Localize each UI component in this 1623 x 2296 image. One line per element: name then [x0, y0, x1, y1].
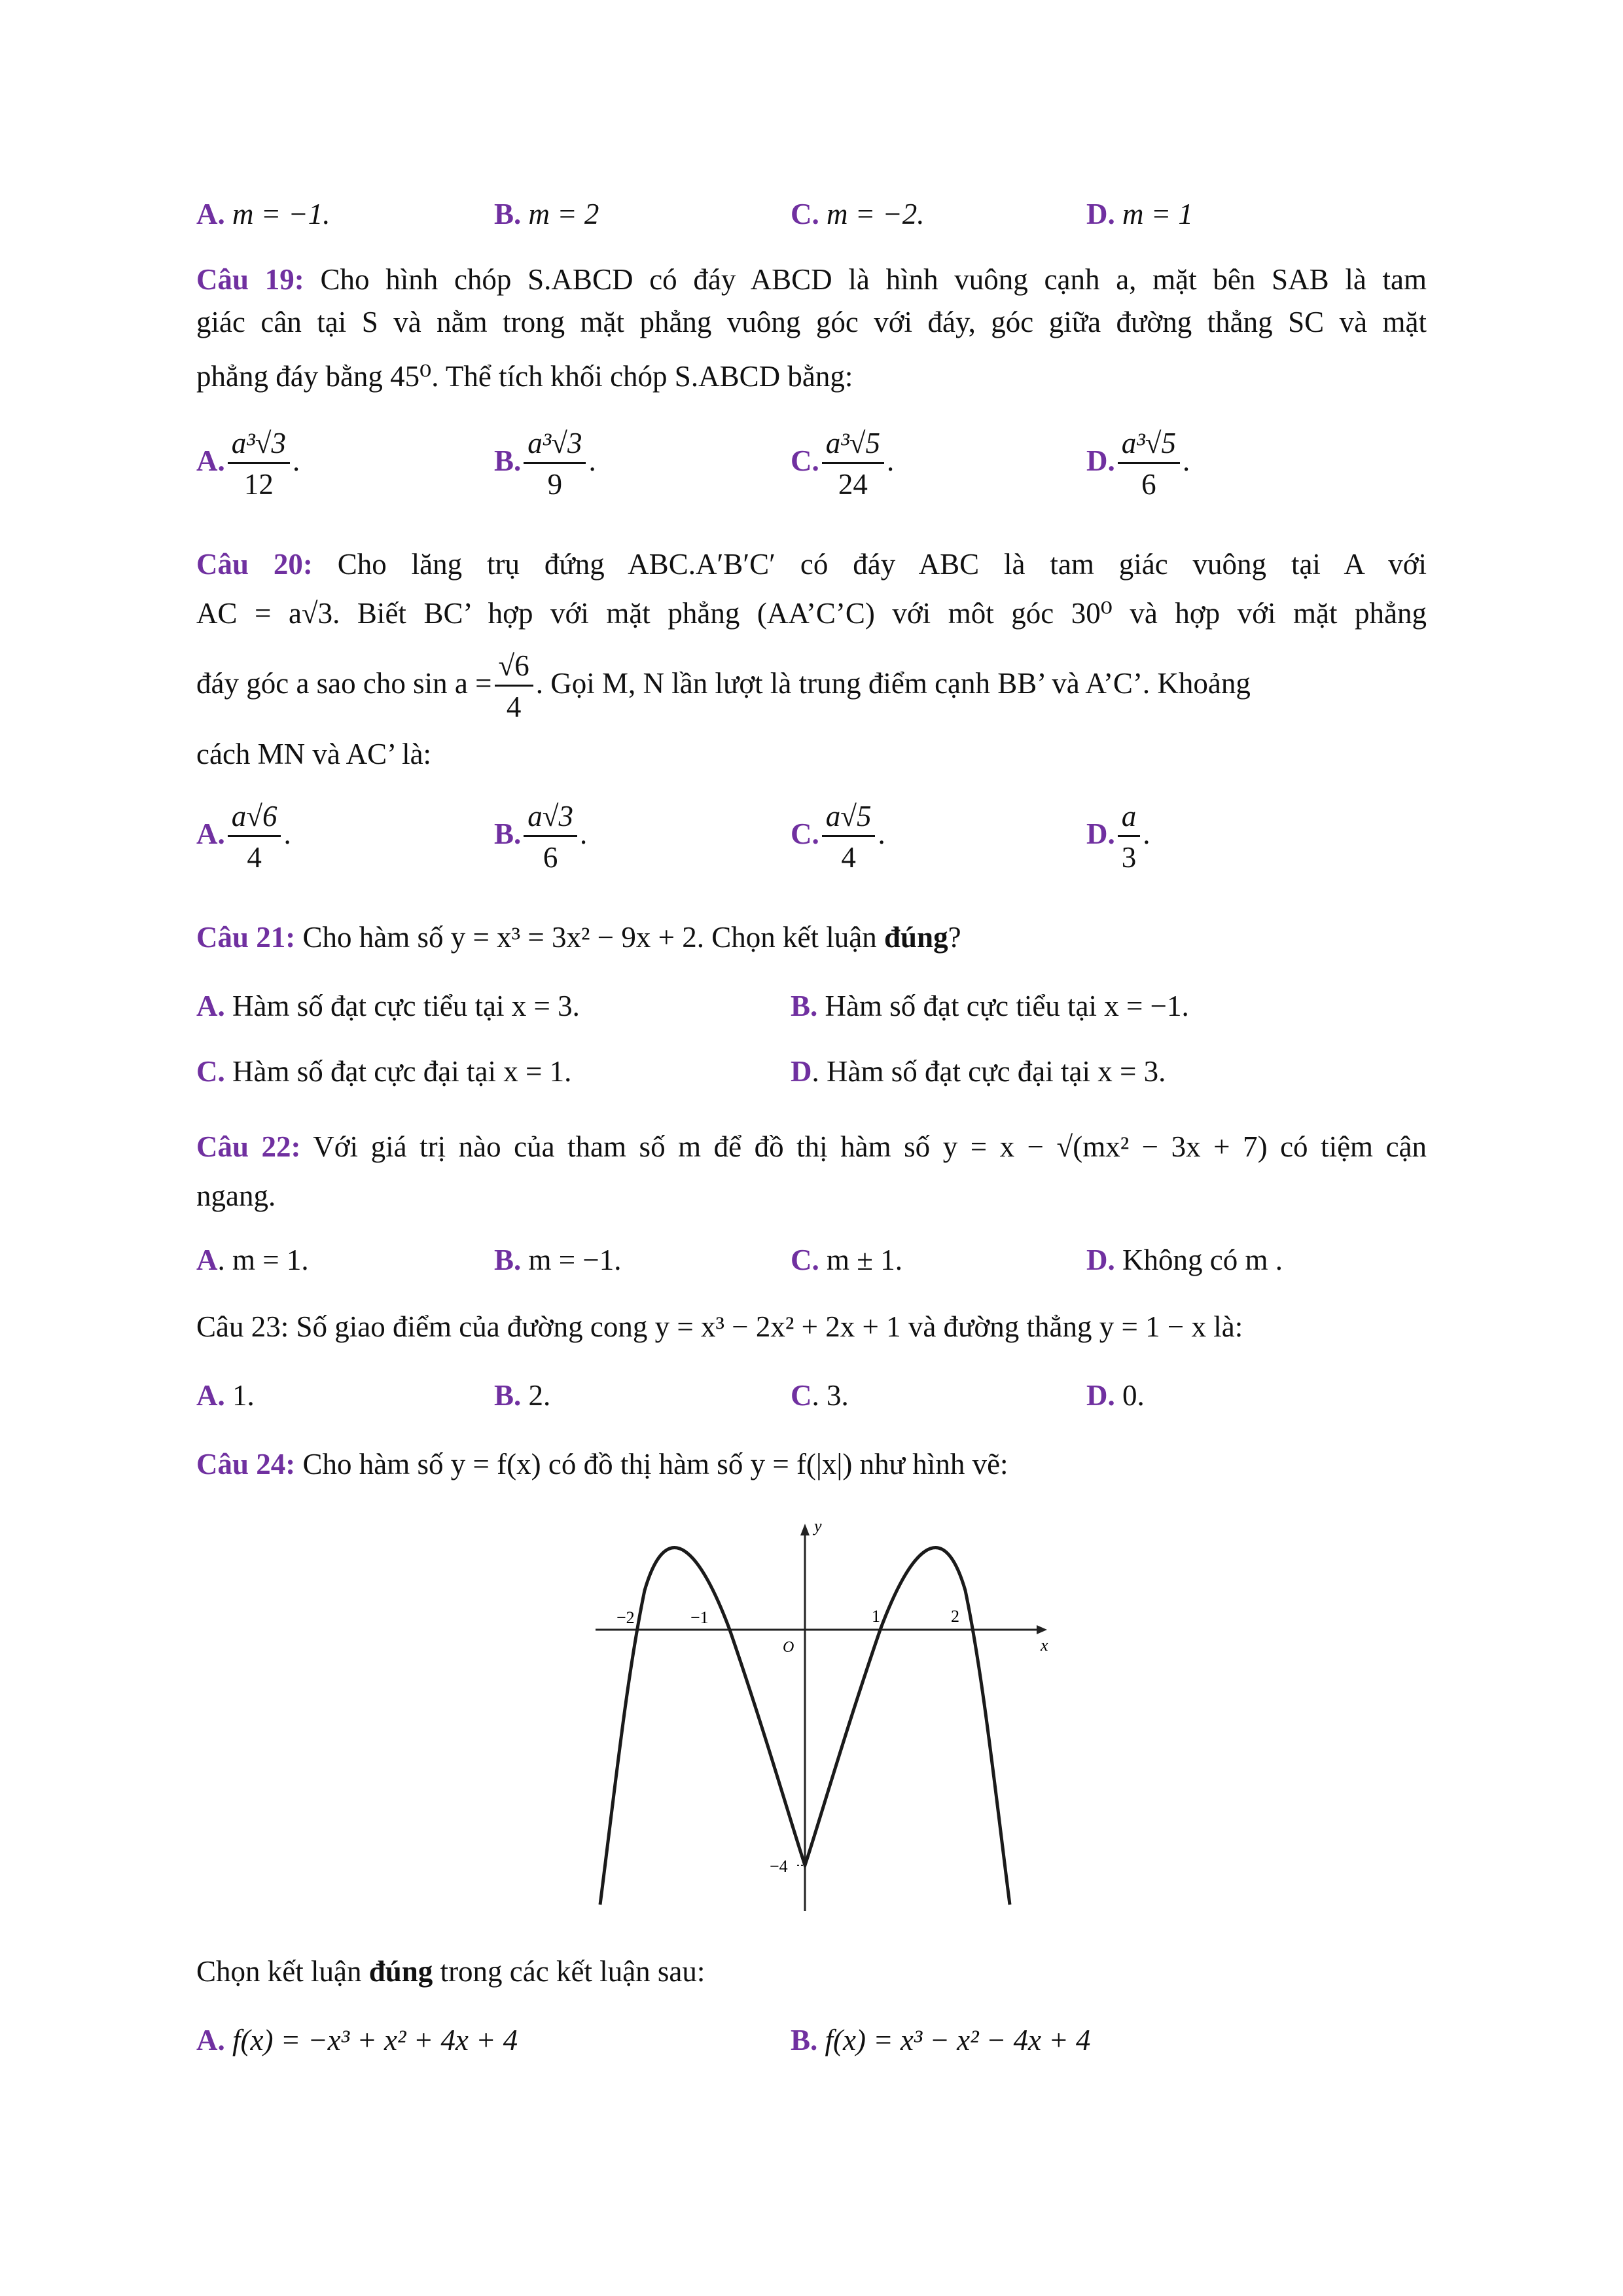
tick-minus1: −1 — [690, 1608, 709, 1627]
q20-line-2: AC = a√3. Biết BC’ hợp với mặt phẳng (AA’C’C) với môt góc 30⁰ và hợp với mặt phẳng — [196, 597, 1427, 630]
q20-option-b: B. $\frac{a√3}{6}$ . — [494, 800, 588, 874]
q22-option-d: D. Không có m . — [1086, 1244, 1283, 1276]
y-axis-arrow — [800, 1524, 810, 1535]
q23-option-a: A. 1. — [196, 1379, 255, 1412]
q22-option-b: B. m = −1. — [494, 1244, 622, 1276]
q19-option-a: A. $\frac{\text{a³√3}}{12}$ . — [196, 427, 300, 501]
q21-option-d: D. Hàm số đạt cực đại tại x = 3. — [791, 1055, 1166, 1088]
function-graph — [589, 1512, 1060, 1931]
q23-option-b: B. 2. — [494, 1379, 551, 1412]
q24-option-a: A. f(x) = −x³ + x² + 4x + 4 — [196, 2024, 518, 2056]
q23-option-c: C. 3. — [791, 1379, 849, 1412]
origin-label: O — [783, 1639, 794, 1656]
q18-option-a: A. m = −1. — [196, 198, 330, 230]
q21-option-c: C. Hàm số đạt cực đại tại x = 1. — [196, 1055, 572, 1088]
q22-option-c: C. m ± 1. — [791, 1244, 902, 1276]
q20-option-c: C. $\frac{a√5}{4}$ . — [791, 800, 885, 874]
q20-option-d: D. $\frac{a}{3}$ . — [1086, 800, 1150, 874]
q18-option-d: D. m = 1 — [1086, 198, 1193, 230]
tick-minus4: −4 — [770, 1857, 788, 1876]
x-axis-arrow — [1037, 1625, 1047, 1634]
q23-option-d: D. 0. — [1086, 1379, 1145, 1412]
q19-option-c: C. $\frac{\text{a³√5}}{24}$ . — [791, 427, 895, 501]
q20-line-4: cách MN và AC’ là: — [196, 738, 432, 770]
tick-2: 2 — [951, 1607, 959, 1626]
tick-minus2: −2 — [616, 1608, 635, 1627]
q19-option-b: B. $\frac{\text{a³√3}}{9}$ . — [494, 427, 596, 501]
q22-line-2: ngang. — [196, 1179, 276, 1212]
x-axis-label: x — [1041, 1636, 1048, 1655]
q24-question: Câu 24: Cho hàm số y = f(x) có đồ thị hàm số y = f(|x|) như hình vẽ: — [196, 1448, 1008, 1480]
q20-option-a: A. $\frac{a√6}{4}$ . — [196, 800, 291, 874]
q21-option-a: A. Hàm số đạt cực tiểu tại x = 3. — [196, 990, 580, 1022]
q19-line-2: giác cân tại S và nằm trong mặt phẳng vuông góc với đáy, góc giữa đường thẳng SC và mặt — [196, 306, 1427, 338]
q19-option-d: D. $\frac{\text{a³√5}}{6}$ . — [1086, 427, 1190, 501]
q20-line-3: đáy góc a sao cho sin a = $\frac{√6}{4}$ . Gọi M, N lần lượt là trung điểm cạnh BB’ và A’C’. Khoảng — [196, 649, 1251, 723]
q24-conclusion: Chọn kết luận đúng trong các kết luận sau: — [196, 1955, 705, 1988]
q21-option-b: B. Hàm số đạt cực tiểu tại x = −1. — [791, 990, 1189, 1022]
q19-line-3: phẳng đáy bằng 45⁰. Thể tích khối chóp S.ABCD bằng: — [196, 360, 853, 393]
q18-option-c: C. m = −2. — [791, 198, 925, 230]
q20-line-1: Câu 20: Cho lăng trụ đứng ABC.A′B′C′ có đáy ABC là tam giác vuông tại A với — [196, 548, 1427, 581]
q22-option-a: A. m = 1. — [196, 1244, 309, 1276]
q19-line-1: Câu 19: Cho hình chóp S.ABCD có đáy ABCD là hình vuông cạnh a, mặt bên SAB là tam — [196, 263, 1427, 296]
q21-question: Câu 21: Cho hàm số y = x³ = 3x² − 9x + 2. Chọn kết luận đúng? — [196, 921, 961, 954]
q24-option-b: B. f(x) = x³ − x² − 4x + 4 — [791, 2024, 1091, 2056]
q18-option-b: B. m = 2 — [494, 198, 599, 230]
tick-1: 1 — [872, 1607, 880, 1626]
q22-line-1: Câu 22: Với giá trị nào của tham số m để đồ thị hàm số y = x − √(mx² − 3x + 7) có tiệm cận — [196, 1130, 1427, 1163]
q23-question: Câu 23: Số giao điểm của đường cong y = x³ − 2x² + 2x + 1 và đường thẳng y = 1 − x là: — [196, 1310, 1243, 1343]
y-axis-label: y — [814, 1516, 822, 1535]
